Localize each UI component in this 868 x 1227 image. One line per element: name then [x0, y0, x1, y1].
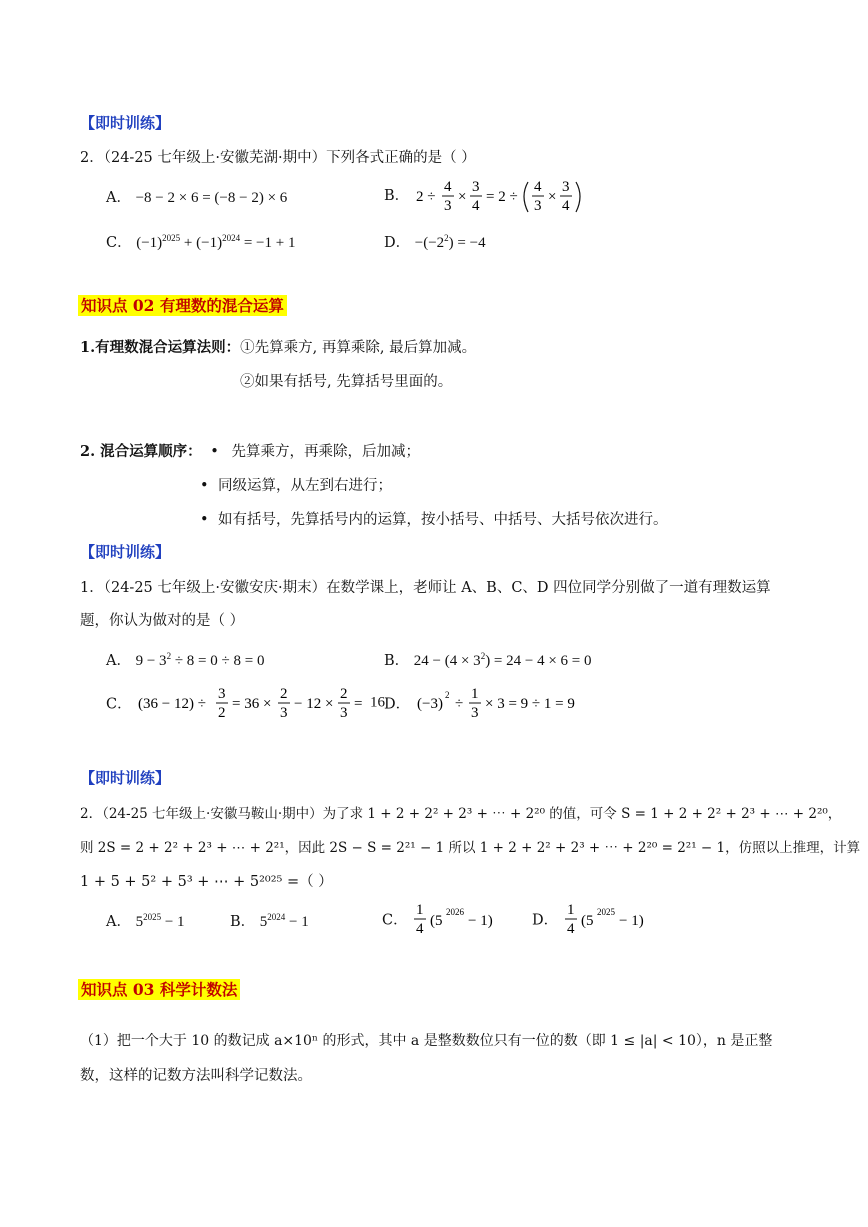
svg-text:2: 2: [444, 690, 450, 700]
order-label: 2. 混合运算顺序：: [80, 443, 202, 460]
math-expression: $-(-2^2) = -4$: [414, 233, 486, 251]
bullet-item: [200, 474, 392, 495]
svg-text:= 36 ×: = 36 ×: [232, 696, 272, 712]
svg-text:2 ÷: 2 ÷: [415, 189, 436, 205]
svg-text:×: ×: [457, 189, 467, 205]
math-expression: $5^{2024} - 1$: [259, 912, 309, 930]
option-c: [106, 231, 295, 252]
svg-text:1: 1: [566, 902, 575, 918]
svg-text:(5: (5: [580, 913, 594, 929]
rule-text: ①先算乘方, 再算乘除, 最后算加减。: [240, 340, 477, 356]
training-label: 【即时训练】: [80, 769, 171, 787]
option-letter: C．: [382, 912, 408, 929]
svg-text:3: 3: [218, 686, 226, 702]
bullet-item: [200, 508, 668, 529]
option-d: [384, 231, 486, 252]
question-stem-line: 1．（24-25 七年级上·安徽安庆·期末）在数学课上，老师让 A、B、C、D 四位同学分别做了一道有理数运算: [80, 580, 771, 596]
svg-text:3: 3: [561, 179, 570, 195]
math-expression: $5^{2025} - 1$: [135, 912, 185, 930]
svg-text:3: 3: [340, 705, 348, 721]
option-b: [384, 649, 592, 670]
math-expression: [136, 684, 366, 722]
section-title-text: 知识点 03 科学计数法: [78, 979, 240, 1000]
question-stem-line: 则 2S = 2 + 2² + 2³ + ⋯ + 2²¹，因此 2S − S = 2²¹ − 1 所以 1 + 2 + 2² + 2³ + ⋯ + 2²⁰ = 2²¹ − 1，仿照以上推理，计算: [80, 840, 861, 856]
rule-label: 1.有理数混合运算法则：: [80, 339, 241, 356]
svg-text:2026: 2026: [446, 907, 465, 917]
section-title: [78, 294, 287, 316]
svg-text:= 2 ÷: = 2 ÷: [485, 189, 518, 205]
option-d: [532, 900, 663, 938]
svg-text:4: 4: [533, 179, 542, 195]
svg-text:3: 3: [443, 198, 452, 214]
svg-text:(−3): (−3): [416, 696, 443, 712]
section-title: [78, 978, 240, 1000]
math-expression: [415, 684, 585, 722]
option-b: [230, 910, 309, 931]
question-stem-line: 题，你认为做对的是（ ）: [80, 613, 245, 629]
svg-text:2: 2: [218, 705, 226, 721]
svg-text:2025: 2025: [596, 907, 615, 917]
option-a: [106, 186, 287, 207]
bullet-text: 如有括号，先算括号内的运算，按小括号、中括号、大括号依次进行。: [218, 512, 668, 528]
svg-text:3: 3: [470, 705, 479, 721]
svg-text:3: 3: [471, 179, 480, 195]
option-letter: C．: [106, 235, 132, 251]
svg-text:× 3 = 9 ÷ 1 = 9: × 3 = 9 ÷ 1 = 9: [484, 696, 575, 712]
question-stem-line: 2．（24-25 七年级上·安徽马鞍山·期中）为了求 1 + 2 + 2² + 2³ + ⋯ + 2²⁰ 的值，可令 S = 1 + 2 + 2² + 2³ + ⋯ + 2²⁰，: [80, 806, 842, 822]
svg-text:3: 3: [533, 198, 542, 214]
svg-text:(36 − 12) ÷: (36 − 12) ÷: [138, 696, 207, 712]
math-result: 16: [366, 694, 385, 711]
rule-line-1: [80, 336, 476, 357]
paragraph-line: （1）把一个大于 10 的数记成 a×10ⁿ 的形式，其中 a 是整数数位只有一位的数（即 1 ≤ |a| < 10），n 是正整: [80, 1033, 773, 1049]
option-letter: B．: [230, 914, 256, 930]
svg-text:− 12 ×: − 12 ×: [294, 696, 334, 712]
svg-text:4: 4: [471, 198, 480, 214]
option-letter: A．: [106, 914, 131, 930]
math-expression: $24 - (4 \times 3^2) = 24 - 4 \times 6 = 0$: [413, 651, 592, 669]
question-stem: 2．（24-25 七年级上·安徽芜湖·期中）下列各式正确的是（ ）: [80, 150, 476, 166]
option-letter: A．: [106, 653, 131, 669]
option-d: [384, 684, 585, 722]
svg-text:1: 1: [470, 686, 479, 702]
svg-text:3: 3: [280, 705, 288, 721]
rule-line-2: ②如果有括号, 先算括号里面的。: [240, 374, 453, 390]
svg-text:4: 4: [443, 179, 452, 195]
math-expression: [412, 900, 512, 938]
option-letter: C．: [106, 696, 132, 713]
math-expression: $9 - 3^2 \div 8 = 0 \div 8 = 0$: [135, 651, 265, 669]
option-letter: B．: [384, 188, 410, 204]
question-stem-line: 1 + 5 + 5² + 5³ + ⋯ + 5²⁰²⁵ =（ ）: [80, 874, 333, 890]
option-letter: D．: [384, 696, 411, 713]
svg-text:4: 4: [566, 921, 575, 937]
math-expression: −8 − 2 × 6 = (−8 − 2) × 6: [135, 190, 288, 206]
option-letter: D．: [532, 912, 559, 929]
svg-text:4: 4: [561, 198, 570, 214]
option-letter: B．: [384, 653, 410, 669]
training-label: 【即时训练】: [80, 114, 171, 132]
bullet-icon: •: [200, 478, 209, 494]
svg-text:4: 4: [416, 921, 424, 937]
svg-text:=: =: [354, 696, 363, 712]
svg-text:÷: ÷: [454, 696, 463, 712]
svg-text:(5: (5: [430, 913, 443, 929]
math-expression: [414, 178, 584, 214]
svg-text:2: 2: [340, 686, 348, 702]
math-expression: [563, 900, 663, 938]
option-c: [382, 900, 512, 938]
svg-text:×: ×: [547, 189, 557, 205]
option-letter: D．: [384, 235, 411, 251]
svg-text:− 1): − 1): [468, 913, 493, 929]
option-a: [106, 910, 185, 931]
option-c: [106, 684, 385, 722]
option-letter: A．: [106, 190, 131, 206]
bullet-icon: •: [210, 444, 219, 460]
math-expression: $(-1)^{2025} + (-1)^{2024} = -1 + 1$: [136, 233, 296, 251]
svg-text:2: 2: [280, 686, 288, 702]
section-title-text: 知识点 02 有理数的混合运算: [78, 295, 287, 316]
bullet-icon: •: [200, 512, 209, 528]
paragraph-line: 数，这样的记数方法叫科学记数法。: [80, 1068, 312, 1084]
svg-text:1: 1: [416, 902, 424, 918]
svg-text:− 1): − 1): [618, 913, 644, 929]
training-label: 【即时训练】: [80, 543, 171, 561]
option-b: [384, 178, 584, 214]
bullet-text: 同级运算，从左到右进行；: [218, 478, 392, 494]
bullet-text: 先算乘方，再乘除，后加减；: [231, 444, 420, 460]
order-line-1: [80, 440, 420, 461]
option-a: [106, 649, 264, 670]
